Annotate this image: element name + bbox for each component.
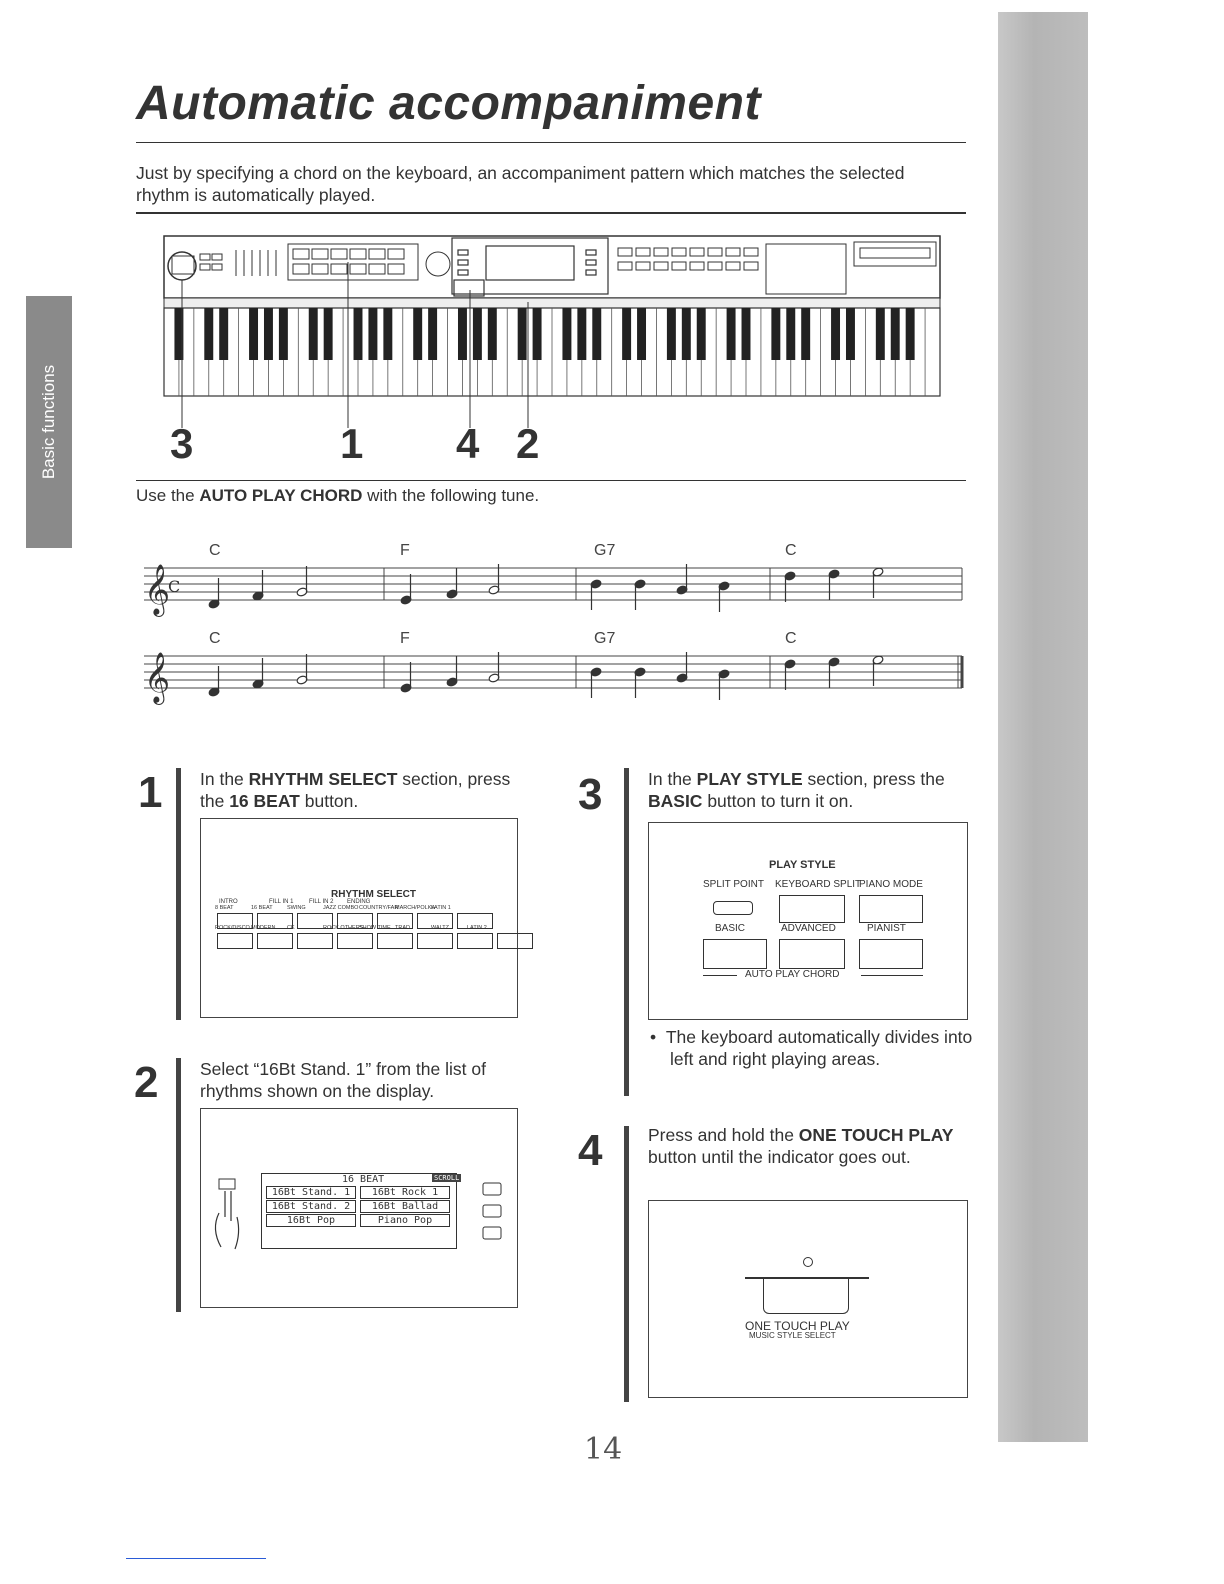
chord-label: C	[785, 630, 797, 647]
keyboard-rule	[136, 480, 966, 481]
black-key	[667, 308, 676, 360]
panel-label: INTRO	[219, 899, 238, 905]
rhythm-label: LATIN 1	[431, 905, 451, 911]
rhythm-label: MARCH/POLKA	[395, 905, 436, 911]
one-touch-play-button[interactable]	[763, 1279, 849, 1314]
black-key	[697, 308, 706, 360]
callout-1: 1	[340, 420, 364, 467]
black-key	[727, 308, 736, 360]
rhythm-label: SWING	[287, 905, 306, 911]
advanced-button[interactable]	[779, 939, 845, 969]
bullet-note: • The keyboard automatically divides into left and right playing areas.	[650, 1027, 973, 1069]
page-title: Automatic accompaniment	[136, 77, 761, 130]
step-text: In the PLAY STYLE section, press the BASIC button to turn it on.	[648, 769, 945, 811]
lcd-header: 16 BEAT	[342, 1174, 385, 1185]
black-key	[264, 308, 273, 360]
black-key	[473, 308, 482, 360]
rhythm-label: 16 BEAT	[251, 905, 273, 911]
black-key	[368, 308, 377, 360]
black-key	[249, 308, 258, 360]
rhythm-select-panel	[200, 818, 518, 1018]
split-point-button[interactable]	[713, 901, 753, 915]
rhythm-button[interactable]	[337, 933, 373, 949]
lcd-cell: 16Bt Rock 1	[360, 1186, 450, 1199]
panel-label: AUTO PLAY CHORD	[745, 969, 840, 980]
black-key	[622, 308, 631, 360]
black-key	[891, 308, 900, 360]
panel-label: ENDING	[347, 899, 371, 905]
black-key	[354, 308, 363, 360]
page-number: 14	[584, 1432, 623, 1467]
footer-line	[126, 1558, 266, 1559]
chord-label: G7	[594, 542, 616, 559]
step-bar	[624, 768, 629, 1096]
panel-label: SPLIT POINT	[703, 879, 764, 890]
button-sublabel: MUSIC STYLE SELECT	[749, 1331, 836, 1340]
svg-text:C: C	[168, 577, 181, 596]
rhythm-label: MODERN	[251, 925, 276, 931]
rhythm-button[interactable]	[417, 933, 453, 949]
step-number: 3	[578, 770, 603, 819]
rhythm-label: ROCK OTHERS	[323, 925, 364, 931]
panel-label: KEYBOARD SPLIT	[775, 879, 862, 890]
chord-label: C	[785, 542, 797, 559]
black-key	[577, 308, 586, 360]
lcd-cell: 16Bt Stand. 1	[266, 1186, 356, 1199]
step-text: Select “16Bt Stand. 1” from the list of rhythms shown on the display.	[200, 1059, 486, 1101]
black-key	[831, 308, 840, 360]
black-key	[458, 308, 467, 360]
lcd-side-buttons	[481, 1181, 505, 1245]
black-key	[682, 308, 691, 360]
rhythm-button[interactable]	[377, 933, 413, 949]
black-key	[771, 308, 780, 360]
rhythm-label: COUNTRY/FAR	[359, 905, 399, 911]
panel-label: PIANIST	[867, 923, 906, 934]
rhythm-button[interactable]	[297, 933, 333, 949]
panel-label: FILL IN 2	[309, 899, 334, 905]
side-tab	[26, 296, 72, 548]
rhythm-label: CK	[287, 925, 295, 931]
intro-rule	[136, 212, 966, 214]
lcd-cell: 16Bt Stand. 2	[266, 1200, 356, 1213]
callout-2: 2	[516, 420, 540, 467]
rhythm-button[interactable]	[497, 933, 533, 949]
rhythm-button[interactable]	[457, 933, 493, 949]
piano-mode-button[interactable]	[859, 895, 923, 923]
chord-label: C	[209, 630, 221, 647]
chord-label: G7	[594, 630, 616, 647]
chord-label: F	[400, 630, 410, 647]
black-key	[846, 308, 855, 360]
rhythm-label: 8 BEAT	[215, 905, 234, 911]
page-edge-shadow	[998, 12, 1088, 1442]
music-score	[130, 560, 970, 710]
play-style-panel	[648, 822, 968, 1020]
rhythm-label: ROCK/DISCO	[215, 925, 250, 931]
step-number: 1	[138, 768, 163, 817]
svg-text:𝄞: 𝄞	[144, 652, 171, 703]
rhythm-label: JAZZ COMBO	[323, 905, 359, 911]
lcd-tag: SCROLL	[434, 1174, 460, 1182]
black-key	[786, 308, 795, 360]
black-key	[204, 308, 213, 360]
step-bar	[176, 1058, 181, 1312]
step-bar	[176, 768, 181, 1020]
black-key	[279, 308, 288, 360]
black-key	[562, 308, 571, 360]
black-key	[309, 308, 318, 360]
keyboard-illustration	[160, 232, 960, 402]
divider	[703, 975, 737, 976]
step-bar	[624, 1126, 629, 1402]
black-key	[906, 308, 915, 360]
hand-pointer-icon	[207, 1177, 247, 1257]
chord-label: C	[209, 542, 221, 559]
panel-label: FILL IN 1	[269, 899, 294, 905]
rhythm-label: LATIN 2	[467, 925, 487, 931]
black-key	[488, 308, 497, 360]
callout-4: 4	[456, 420, 480, 467]
step-number: 2	[134, 1058, 159, 1107]
basic-button[interactable]	[703, 939, 767, 969]
lcd-cell: 16Bt Ballad	[360, 1200, 450, 1213]
step-number: 4	[578, 1126, 603, 1175]
panel-label: PIANO MODE	[859, 879, 923, 890]
rhythm-button[interactable]	[257, 933, 293, 949]
black-key	[876, 308, 885, 360]
panel-header: PLAY STYLE	[769, 859, 836, 871]
lcd-cell: Piano Pop	[360, 1214, 450, 1227]
keyboard-split-button[interactable]	[779, 895, 845, 923]
black-key	[428, 308, 437, 360]
lcd-cell: 16Bt Pop	[266, 1214, 356, 1227]
title-rule	[136, 142, 966, 143]
lead-text: Use the AUTO PLAY CHORD with the following tune.	[136, 486, 540, 505]
black-key	[533, 308, 542, 360]
black-key	[742, 308, 751, 360]
lcd-frame	[261, 1173, 460, 1249]
rhythm-label: SHOW TIME	[359, 925, 391, 931]
black-key	[637, 308, 646, 360]
one-touch-play-panel	[648, 1200, 968, 1398]
black-key	[801, 308, 810, 360]
step-text: In the RHYTHM SELECT section, press the 16 BEAT button.	[200, 769, 511, 811]
black-key	[219, 308, 228, 360]
pianist-button[interactable]	[859, 939, 923, 969]
black-key	[383, 308, 392, 360]
side-tab-label: Basic functions	[39, 364, 58, 480]
black-key	[413, 308, 422, 360]
black-key	[592, 308, 601, 360]
black-key	[324, 308, 333, 360]
button-label: ONE TOUCH PLAY	[745, 1319, 850, 1333]
callout-3: 3	[170, 420, 194, 467]
black-key	[518, 308, 527, 360]
rhythm-button[interactable]	[217, 933, 253, 949]
intro-text: Just by specifying a chord on the keyboard, an accompaniment pattern which matches the selected rhythm is automatically played.	[136, 163, 905, 205]
panel-label: ADVANCED	[781, 923, 836, 934]
step-text: Press and hold the ONE TOUCH PLAY button until the indicator goes out.	[648, 1125, 954, 1167]
display-panel	[200, 1108, 518, 1308]
rhythm-label: TRAD	[395, 925, 410, 931]
panel-header: RHYTHM SELECT	[331, 889, 416, 900]
panel-label: BASIC	[715, 923, 746, 934]
svg-text:𝄞: 𝄞	[144, 564, 171, 615]
chord-label: F	[400, 542, 410, 559]
divider	[861, 975, 923, 976]
indicator-lamp	[803, 1257, 813, 1267]
rhythm-label: WALTZ	[431, 925, 450, 931]
